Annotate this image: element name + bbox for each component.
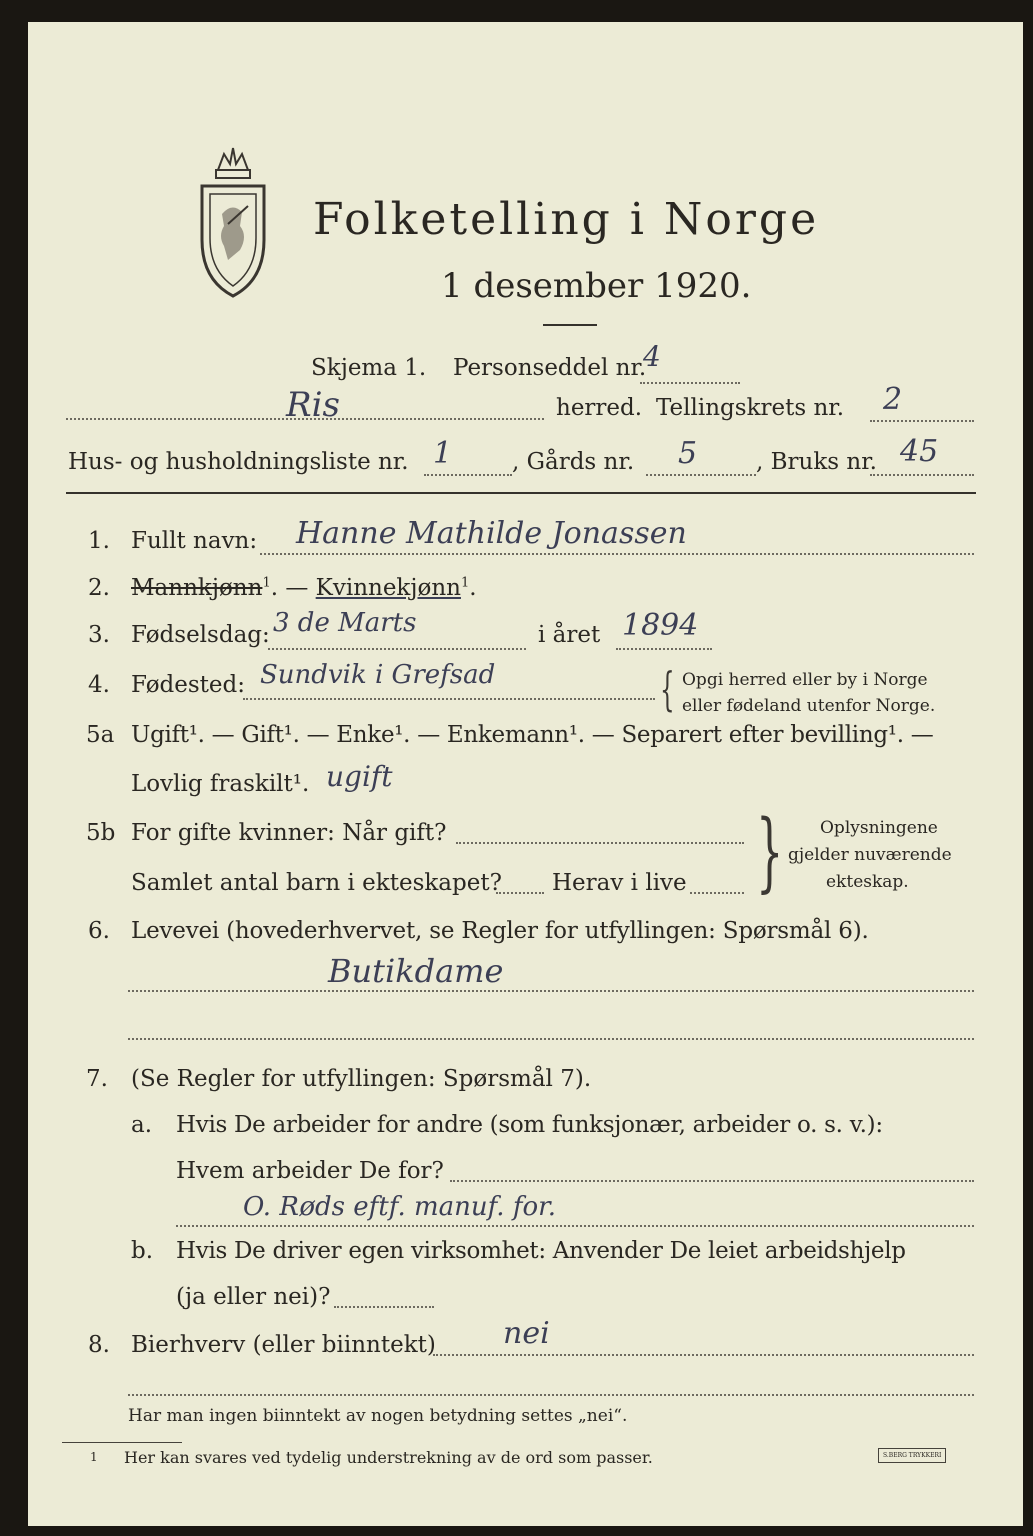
q4-label: Fødested: [131, 672, 246, 698]
herred-value: Ris [286, 385, 340, 425]
q1-number: 1. [88, 528, 110, 554]
census-date: 1 desember 1920. [441, 266, 752, 306]
q6-line1 [128, 990, 974, 992]
q6-line2 [128, 1038, 974, 1040]
q5a-fraskilt: Lovlig fraskilt¹. [131, 771, 310, 797]
q4-note-line1: Opgi herred eller by i Norge [682, 670, 928, 690]
q5a-value: ugift [326, 760, 393, 793]
q2-female-option: Kvinnekjønn [315, 575, 461, 601]
q5b-note-line2: gjelder nuværende [788, 845, 952, 865]
husholdningsliste-label: Hus- og husholdningsliste nr. [68, 449, 409, 475]
q7-label: (Se Regler for utfyllingen: Spørsmål 7). [131, 1066, 592, 1092]
q4-number: 4. [88, 672, 110, 698]
q5a-number: 5a [86, 722, 115, 748]
q8-label: Bierhverv (eller biinntekt) [131, 1332, 436, 1358]
q5b-when-line [456, 842, 744, 844]
header-rule [66, 492, 976, 494]
bruks-value: 45 [900, 434, 939, 469]
q7a-label: Hvis De arbeider for andre (som funksjonær, arbeider o. s. v.): [176, 1112, 883, 1138]
gards-label: , Gårds nr. [512, 449, 635, 475]
q5b-brace-icon: } [756, 802, 784, 902]
q3-value: 3 de Marts [273, 608, 417, 638]
q7a-question: Hvem arbeider De for? [176, 1158, 444, 1184]
bruks-label: , Bruks nr. [756, 449, 877, 475]
census-form-sheet [28, 22, 1023, 1526]
q3-number: 3. [88, 622, 110, 648]
q7-number: 7. [86, 1066, 108, 1092]
q5b-children: Samlet antal barn i ekteskapet? [131, 870, 502, 896]
q3-year-label: i året [538, 622, 601, 648]
q2-options: Mannkjønn$^1$. — Kvinnekjønn$^1$. [131, 575, 477, 601]
q7a-letter: a. [131, 1112, 153, 1138]
q1-value: Hanne Mathilde Jonassen [296, 516, 687, 551]
footnote-mark: 1 [90, 1450, 98, 1464]
gards-value: 5 [678, 436, 698, 471]
q3-label: Fødselsdag: [131, 622, 270, 648]
tellingskrets-value: 2 [883, 382, 903, 417]
q3-year-value: 1894 [622, 608, 699, 643]
printer-stamp: S.BERG TRYKKERI [878, 1448, 946, 1463]
q3-year-line [616, 648, 712, 650]
q4-line [243, 698, 655, 700]
q7b-line [334, 1306, 434, 1308]
q7a-line2 [176, 1225, 974, 1227]
q8-line2 [128, 1394, 974, 1396]
biinntekt-note: Har man ingen biinntekt av nogen betydning settes „nei“. [128, 1406, 628, 1426]
footnote-text: Her kan svares ved tydelig understrekning av de ord som passer. [124, 1448, 653, 1467]
q5a-options: Ugift¹. — Gift¹. — Enke¹. — Enkemann¹. — Separert efter bevilling¹. — [131, 722, 934, 748]
gards-line [646, 474, 756, 476]
personseddel-label: Personseddel nr. [453, 355, 647, 381]
bruks-line [870, 474, 974, 476]
q7a-value: O. Røds eftf. manuf. for. [243, 1192, 556, 1222]
q4-value: Sundvik i Grefsad [260, 660, 496, 690]
q7b-label: Hvis De driver egen virksomhet: Anvender De leiet arbeidshjelp [176, 1238, 906, 1264]
title-divider [543, 324, 597, 326]
q8-value: nei [503, 1316, 550, 1351]
tellingskrets-label: Tellingskrets nr. [656, 395, 845, 421]
q4-note-line2: eller fødeland utenfor Norge. [682, 696, 936, 716]
q5b-note-line1: Oplysningene [820, 818, 938, 838]
q6-label: Levevei (hovederhvervet, se Regler for utfyllingen: Spørsmål 6). [131, 918, 869, 944]
q8-number: 8. [88, 1332, 110, 1358]
q5b-note-line3: ekteskap. [826, 872, 909, 892]
herred-label: herred. [556, 395, 643, 421]
q4-brace-icon: { [660, 662, 675, 716]
q8-line [433, 1354, 974, 1356]
footnote-rule [62, 1442, 182, 1443]
q6-value: Butikdame [328, 952, 504, 990]
form-title: Folketelling i Norge [313, 194, 820, 245]
personseddel-value: 4 [643, 340, 661, 373]
q1-line [260, 553, 974, 555]
husholdningsliste-line [424, 474, 512, 476]
q1-label: Fullt navn: [131, 528, 258, 554]
q2-male-option: Mannkjønn [131, 575, 263, 601]
q7b-question: (ja eller nei)? [176, 1284, 331, 1310]
personseddel-line [640, 382, 740, 384]
husholdningsliste-value: 1 [433, 436, 453, 471]
tellingskrets-line [870, 420, 974, 422]
q5b-children-line [496, 892, 544, 894]
q5b-alive: Herav i live [552, 870, 687, 896]
coat-of-arms-icon [188, 140, 278, 304]
q5b-when-married: For gifte kvinner: Når gift? [131, 820, 447, 846]
q5b-alive-line [690, 892, 744, 894]
q5b-number: 5b [86, 820, 116, 846]
q7b-letter: b. [131, 1238, 154, 1264]
q7a-line1 [450, 1180, 974, 1182]
q2-number: 2. [88, 575, 110, 601]
skjema-label: Skjema 1. [311, 355, 427, 381]
q6-number: 6. [88, 918, 110, 944]
q3-line [268, 648, 526, 650]
